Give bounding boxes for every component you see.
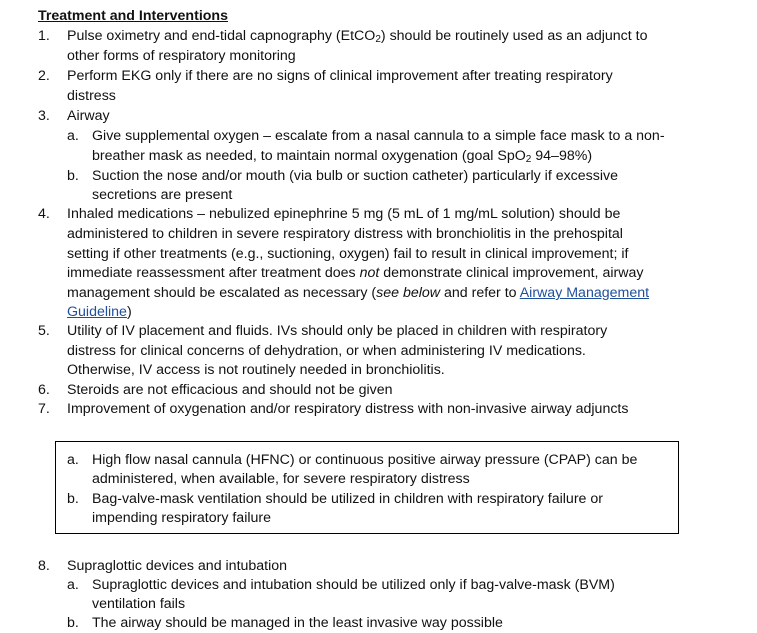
item-number: 3. xyxy=(38,108,50,124)
item-text-line: Utility of IV placement and fluids. IVs should only be placed in children with respiratory xyxy=(67,323,608,339)
sub-item-letter: b. xyxy=(67,168,79,184)
item-text-line: administered, when available, for severe respiratory distress xyxy=(92,471,470,487)
item-text-line: ventilation fails xyxy=(92,596,186,612)
item-text-line: impending respiratory failure xyxy=(92,510,272,526)
item-text-line: Guideline) xyxy=(67,304,132,320)
item-text-line: administered to children in severe respiratory distress with bronchiolitis in the prehospital xyxy=(67,226,623,242)
airway-guideline-link[interactable]: Airway Management xyxy=(519,285,650,301)
item-text-line: immediate reassessment after treatment does not demonstrate clinical improvement, airway xyxy=(67,265,644,281)
sub-item-letter: a. xyxy=(67,452,79,468)
item-text-line: Suction the nose and/or mouth (via bulb or suction catheter) particularly if excessive xyxy=(92,168,618,184)
section-heading: Treatment and Interventions xyxy=(38,8,228,24)
sub-item-letter: a. xyxy=(67,128,79,144)
item-text-line: Steroids are not efficacious and should not be given xyxy=(67,382,393,398)
airway-guideline-link-continued[interactable]: Guideline xyxy=(67,304,127,320)
item-text-line: Perform EKG only if there are no signs of clinical improvement after treating respiratory xyxy=(67,68,613,84)
item-text-line: Otherwise, IV access is not routinely needed in bronchiolitis. xyxy=(67,362,445,378)
item-text-line: Supraglottic devices and intubation xyxy=(67,558,288,574)
item-text-line: The airway should be managed in the least invasive way possible xyxy=(92,615,503,631)
item-text-line: Pulse oximetry and end-tidal capnography (EtCO$_2$) should be routinely used as an adjunct to xyxy=(67,28,648,45)
sub-item-letter: b. xyxy=(67,615,79,631)
item-number: 2. xyxy=(38,68,50,84)
item-text-line: Bag-valve-mask ventilation should be utilized in children with respiratory failure or xyxy=(92,491,603,507)
item-text-line: distress for clinical concerns of dehydration, or when administering IV medications. xyxy=(67,343,586,359)
item-text-line: Inhaled medications – nebulized epinephrine 5 mg (5 mL of 1 mg/mL solution) should be xyxy=(67,206,621,222)
item-number: 4. xyxy=(38,206,50,222)
sub-item-letter: a. xyxy=(67,577,79,593)
item-text-line: setting if other treatments (e.g., suctioning, oxygen) fail to result in clinical improvement; if xyxy=(67,246,629,262)
item-text-line: distress xyxy=(67,88,116,104)
item-number: 5. xyxy=(38,323,50,339)
item-text-line: breather mask as needed, to maintain normal oxygenation (goal SpO$_2$ 94–98%) xyxy=(92,148,593,165)
item-number: 6. xyxy=(38,382,50,398)
item-number: 7. xyxy=(38,401,50,417)
item-text-line: Supraglottic devices and intubation should be utilized only if bag-valve-mask (BVM) xyxy=(92,577,615,593)
item-text-line: management should be escalated as necessary (see below and refer to Airway Management xyxy=(67,285,650,301)
item-text-line: secretions are present xyxy=(92,187,233,203)
item-text-line: Improvement of oxygenation and/or respiratory distress with non-invasive airway adjuncts xyxy=(67,401,629,417)
item-text-line: Airway xyxy=(67,108,110,124)
sub-item-letter: b. xyxy=(67,491,79,507)
item-text-line: Give supplemental oxygen – escalate from a nasal cannula to a simple face mask to a non- xyxy=(92,128,665,144)
item-text-line: other forms of respiratory monitoring xyxy=(67,48,296,64)
item-text-line: High flow nasal cannula (HFNC) or continuous positive airway pressure (CPAP) can be xyxy=(92,452,638,468)
item-number: 1. xyxy=(38,28,50,44)
item-number: 8. xyxy=(38,558,50,574)
